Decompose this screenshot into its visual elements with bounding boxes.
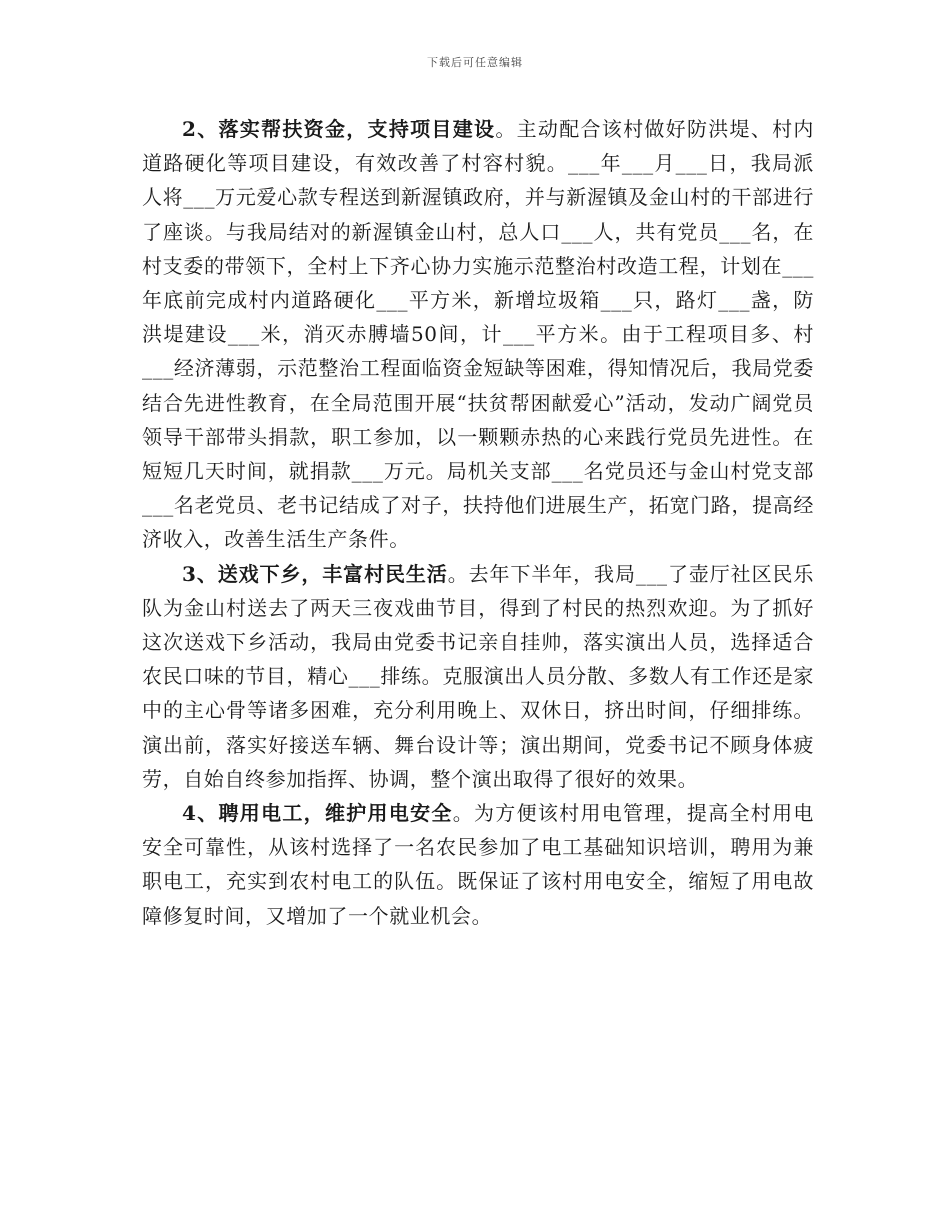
paragraph-text: 。去年下半年，我局___了壶厅社区民乐队为金山村送去了两天三夜戏曲节目，得到了村民的热烈欢迎。为了抓好这次送戏下乡活动，我局由党委书记亲自挂帅，落实演出人员，选择适合农民口味的节目，精心___排练。克服演出人员分散、多数人有工作还是家中的主心骨等诸多困难，充分利用晚上、双休日，挤出时间，仔细排练。演出前，落实好接送车辆、舞台设计等；演出期间，党委书记不顾身体疲劳，自始自终参加指挥、协调，整个演出取得了很好的效果。 (142, 561, 814, 791)
paragraph-funding (142, 112, 814, 557)
paragraph-opera (142, 557, 814, 796)
paragraph-text: 。为方便该村用电管理，提高全村用电安全可靠性，从该村选择了一名农民参加了电工基础知识培训，聘用为兼职电工，充实到农村电工的队伍。既保证了该村用电安全，缩短了用电故障修复时间，又增加了一个就业机会。 (142, 801, 814, 928)
paragraph-electrician (142, 796, 814, 933)
paragraph-text: 。主动配合该村做好防洪堤、村内道路硬化等项目建设，有效改善了村容村貌。___年___月___日，我局派人将___万元爱心款专程送到新渥镇政府，并与新渥镇及金山村的干部进行了座谈。与我局结对的新渥镇金山村，总人口___人，共有党员___名，在村支委的带领下，全村上下齐心协力实施示范整治村改造工程，计划在___年底前完成村内道路硬化___平方米，新增垃圾箱___只，路灯___盏，防洪堤建设___米，消灭赤膊墙50间，计___平方米。由于工程项目多、村___经济薄弱，示范整治工程面临资金短缺等困难，得知情况后，我局党委结合先进性教育，在全局范围开展“扶贫帮困献爱心”活动，发动广阔党员领导干部带头捐款，职工参加，以一颗颗赤热的心来践行党员先进性。在短短几天时间，就捐款___万元。局机关支部___名党员还与金山村党支部___名老党员、老书记结成了对子，扶持他们进展生产，拓宽门路，提高经济收入，改善生活生产条件。 (142, 117, 815, 552)
paragraph-heading: 3、送戏下乡，丰富村民生活 (182, 561, 448, 586)
paragraph-heading: 2、落实帮扶资金，支持项目建设 (182, 117, 496, 141)
paragraph-heading: 4、聘用电工，维护用电安全 (182, 801, 453, 826)
header-note: 下载后可任意编辑 (427, 56, 523, 69)
document-body (142, 112, 814, 933)
